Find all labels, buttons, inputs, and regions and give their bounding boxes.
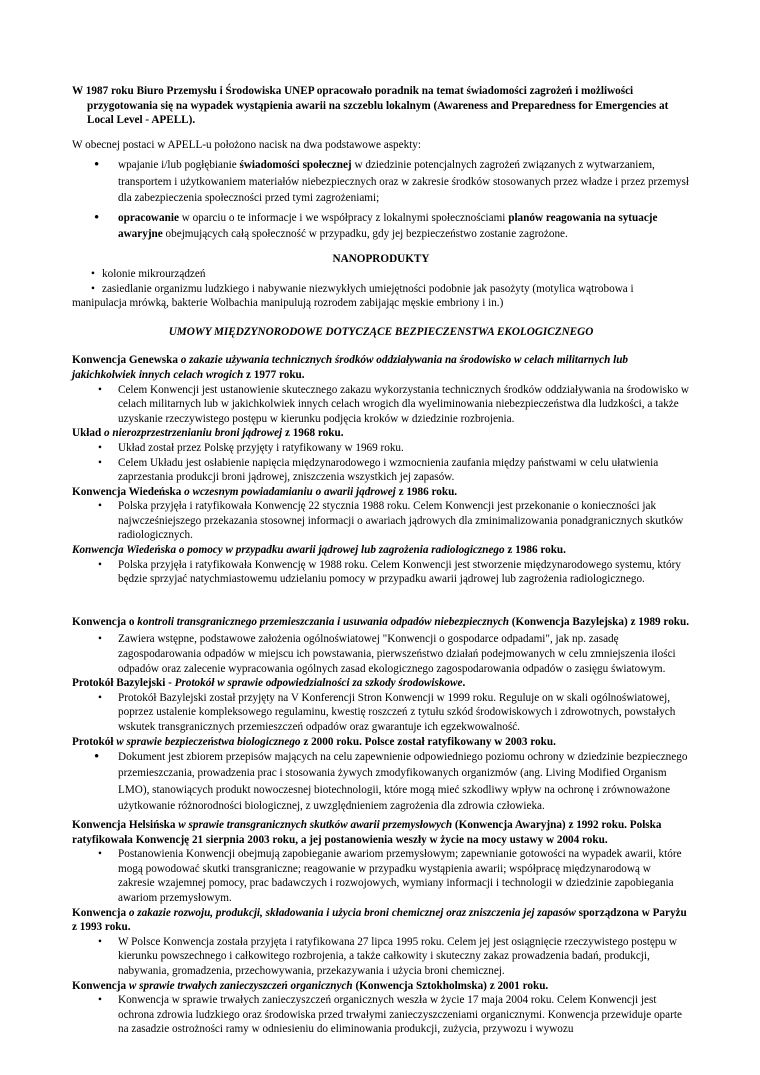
convention-list bbox=[72, 383, 690, 427]
convention-list bbox=[72, 441, 690, 485]
document-page bbox=[72, 84, 690, 1037]
list-item: • Konwencja w sprawie trwałych zanieczyszczeń organicznych weszła w życie 17 maja 2004 roku. Celem Konwencji jest ochrona zdrowia ludzkiego oraz środowiska przed trwałymi zanieczyszczeniami organicznymi. Konwencja przewiduje oparte na zasadzie ostrożności ramy w odniesieniu do eliminowania produkcji, zużycia, przywozu i wywozu bbox=[72, 993, 690, 1037]
list-item: • Zawiera wstępne, podstawowe założenia ogólnoświatowej "Konwencji o gospodarce odpadami", jak np. zasadę zagospodarowania odpadów w miejscu ich powstawania, pierwszeństwo działań podejmowanych w celu zmniejszenia ilości odpadów oraz zalecenie wypracowania ogólnych zasad ekologicznego zagospodarowania odpadów o zasięgu światowym. bbox=[72, 632, 690, 676]
convention-list bbox=[72, 691, 690, 735]
umowy-heading: UMOWY MIĘDZYNORODOWE DOTYCZĄCE BEZPIECZENSTWA EKOLOGICZNEGO bbox=[168, 325, 594, 338]
list-item: • W Polsce Konwencja została przyjęta i ratyfikowana 27 lipca 1995 roku. Celem jej jest osiągnięcie rzeczywistego postępu w kierunku powszechnego i całkowitego rozbrojenia, a także całkowity i skuteczny zakaz prowadzenia badań, produkcji, nabywania, gromadzenia, przechowywania, przekazywania i użycia broni chemicznej. bbox=[72, 935, 690, 979]
intro-paragraph: W 1987 roku Biuro Przemysłu i Środowiska UNEP opracowało poradnik na temat świadomości zagrożeń i możliwości przygotowania się na wypadek wystąpienia awarii na szczeblu lokalnym (Awareness and Preparedness for Emergencies at Local Level - APELL). bbox=[72, 85, 669, 127]
list-item: • Postanowienia Konwencji obejmują zapobieganie awariom przemysłowym; zapewnianie gotowości na wypadek awarii, które mogą powodować skutki transgraniczne; reagowanie w przypadku wystąpienia awarii; współpracę międzynarodową w zakresie wzajemnej pomocy, prac badawczych i rozwojowych, wymiany informacji i technologii w dziedzinie zapobiegania awariom przemysłowym. bbox=[72, 847, 690, 905]
list-item: • zasiedlanie organizmu ludzkiego i nabywanie niezwykłych umiejętności podobnie jak pasożyty (motylica wątrobowa i manipulacja mrówką, bakterie Wolbachia manipulują rozrodem zabijając męskie embriony i in.) bbox=[72, 282, 690, 311]
convention-list bbox=[72, 632, 690, 676]
list-item: • wpajanie i/lub pogłębianie świadomości społecznej w dziedzinie potencjalnych zagrożeń związanych z wytwarzaniem, transportem i użytkowaniem materiałów niebezpiecznych oraz w zakresie środków stosowanych przez władze i przez przemysł dla zabezpieczenia społeczności przed tymi zagrożeniami; bbox=[72, 157, 690, 206]
list-item: • Układ został przez Polskę przyjęty i ratyfikowany w 1969 roku. bbox=[72, 441, 690, 456]
list-item: • Celem Konwencji jest ustanowienie skutecznego zakazu wykorzystania technicznych środków oddziaływania na środowisko w celach militarnych lub w jakichkolwiek innych celach wrogich dla wyeliminowania niebezpieczeństwa dla ludzkości, a także uzyskanie rzeczywistego postępu w kierunku podjęcia kroków w dziedzinie rozbrojenia. bbox=[72, 383, 690, 427]
list-item: • Polska przyjęła i ratyfikowała Konwencję 22 stycznia 1988 roku. Celem Konwencji jest przekonanie o konieczności jak najwcześniejszego przekazania stosownej informacji o awariach jądrowych dla zminimalizowania ponadgranicznych skutków radiologicznych. bbox=[72, 499, 690, 543]
list-item: • Dokument jest zbiorem przepisów mających na celu zapewnienie odpowiedniego poziomu ochrony w dziedzinie bezpiecznego przemieszczania, prowadzenia prac i stosowania żywych zmodyfikowanych organizmów (ang. Living Modified Organism LMO), stanowiących produkt nowoczesnej biotechnologii, które mogą mieć szkodliwy wpływ na ochronę i zrównoważone użytkowanie różnorodności biologicznej, z uwzględnieniem zagrożenia dla zdrowia człowieka. bbox=[72, 749, 690, 814]
convention-title: Konwencja o kontroli transgranicznego przemieszczania i usuwania odpadów niebezpiecznych (Konwencja Bazylejska) z 1989 roku. bbox=[72, 615, 690, 628]
convention-title: Protokół w sprawie bezpieczeństwa biologicznego z 2000 roku. Polsce został ratyfikowany w 2003 roku. bbox=[72, 735, 556, 748]
list-item: • opracowanie w oparciu o te informacje i we współpracy z lokalnymi społecznościami planów reagowania na sytuacje awaryjne obejmujących całą społeczność w przypadku, gdy jej bezpieczeństwo zostanie zagrożone. bbox=[72, 210, 690, 242]
convention-title: Konwencja Genewska o zakazie używania technicznych środków oddziaływania na środowisko w celach militarnych lub jakichkolwiek innych celach wrogich z 1977 roku. bbox=[72, 354, 629, 381]
biosafety-list bbox=[72, 749, 690, 814]
convention-list bbox=[72, 558, 690, 587]
convention-title: Konwencja w sprawie trwałych zanieczyszczeń organicznych (Konwencja Sztokholmska) z 2001 roku. bbox=[72, 979, 549, 992]
convention-list bbox=[72, 499, 690, 543]
convention-title: Konwencja Helsińska w sprawie transgranicznych skutków awarii przemysłowych (Konwencja Awaryjna) z 1992 roku. Polska ratyfikowała Konwencję 21 sierpnia 2003 roku, a jej postanowienia weszły w życie na mocy ustawy w 2004 roku. bbox=[72, 819, 662, 846]
convention-title: Protokół Bazylejski - Protokół w sprawie odpowiedzialności za szkody środowiskowe. bbox=[72, 677, 466, 690]
convention-title: Konwencja Wiedeńska o pomocy w przypadku awarii jądrowej lub zagrożenia radiologicznego z 1986 roku. bbox=[72, 544, 566, 557]
convention-list bbox=[72, 847, 690, 905]
list-item: • Celem Układu jest osłabienie napięcia międzynarodowego i wzmocnienia zaufania między państwami w celu ułatwienia zaprzestania produkcji broni jądrowej, zniszczenia wszystkich jej zapasów. bbox=[72, 456, 690, 485]
nano-heading: NANOPRODUKTY bbox=[332, 253, 430, 266]
list-item: • Polska przyjęła i ratyfikowała Konwencję w 1988 roku. Celem Konwencji jest stworzenie międzynarodowego systemu, który będzie sprzyjać natychmiastowemu udzielaniu pomocy w przypadku awarii jądrowej lub zagrożenia radiologicznego. bbox=[72, 558, 690, 587]
nano-list bbox=[72, 267, 690, 311]
convention-list bbox=[72, 993, 690, 1037]
convention-title: Konwencja o zakazie rozwoju, produkcji, składowania i użycia broni chemicznej oraz zniszczenia jej zapasów sporządzona w Paryżu z 1993 roku. bbox=[72, 906, 687, 934]
list-item: • Protokół Bazylejski został przyjęty na V Konferencji Stron Konwencji w 1999 roku. Reguluje on w skali ogólnoświatowej, poprzez ustalenie kompleksowego regulaminu, kwestię roszczeń z tytułu szkód środowiskowych i zdrowotnych, powstałych wskutek transgranicznych przemieszczeń odpadów oraz gwarantuje ich egzekwowalność. bbox=[72, 691, 690, 735]
apell-aspects-intro: W obecnej postaci w APELL-u położono nacisk na dwa podstawowe aspekty: bbox=[72, 138, 422, 151]
convention-list bbox=[72, 935, 690, 979]
aspects-list bbox=[72, 157, 690, 242]
list-item: • kolonie mikrourządzeń bbox=[72, 267, 690, 282]
convention-title: Układ o nierozprzestrzenianiu broni jądrowej z 1968 roku. bbox=[72, 427, 344, 440]
convention-title: Konwencja Wiedeńska o wczesnym powiadamianiu o awarii jądrowej z 1986 roku. bbox=[72, 485, 458, 498]
